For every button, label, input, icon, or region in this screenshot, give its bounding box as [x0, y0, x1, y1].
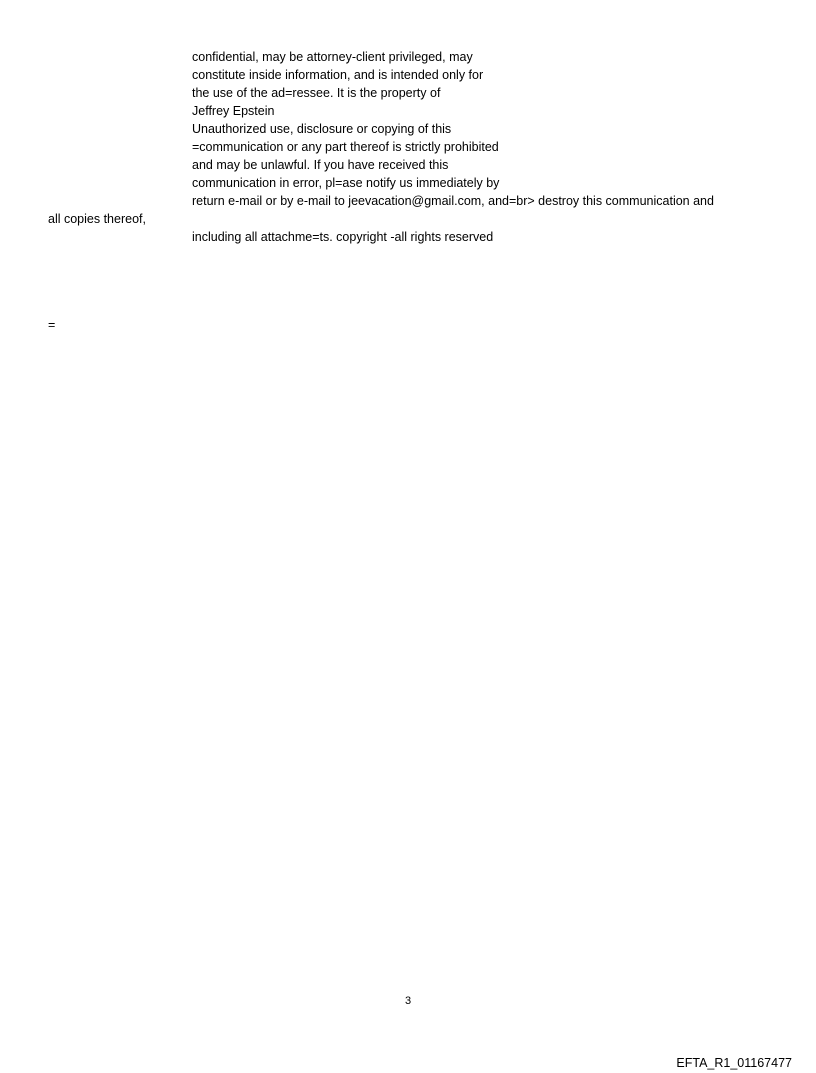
- disclaimer-line: confidential, may be attorney-client privileged, may: [192, 50, 473, 64]
- disclaimer-line: Unauthorized use, disclosure or copying of this: [192, 122, 452, 136]
- disclaimer-line: =communication or any part thereof is strictly prohibited: [192, 140, 499, 154]
- email-disclaimer: [0, 48, 816, 246]
- page-number: 3: [404, 995, 412, 1007]
- disclaimer-line: communication in error, pl=ase notify us immediately by: [192, 176, 500, 190]
- disclaimer-line: constitute inside information, and is intended only for: [192, 68, 484, 82]
- disclaimer-line: Jeffrey Epstein: [192, 104, 275, 118]
- disclaimer-line: the use of the ad=ressee. It is the property of: [192, 86, 441, 100]
- disclaimer-line: return e-mail or by e-mail to jeevacation@gmail.com, and=br> destroy this communication and: [192, 194, 714, 208]
- trailing-equals-sign: =: [48, 318, 56, 332]
- disclaimer-line: including all attachme=ts. copyright -all rights reserved: [192, 230, 494, 244]
- document-id: EFTA_R1_01167477: [676, 1056, 792, 1070]
- disclaimer-line: and may be unlawful. If you have received this: [192, 158, 449, 172]
- disclaimer-line-wrapped: all copies thereof,: [48, 212, 146, 226]
